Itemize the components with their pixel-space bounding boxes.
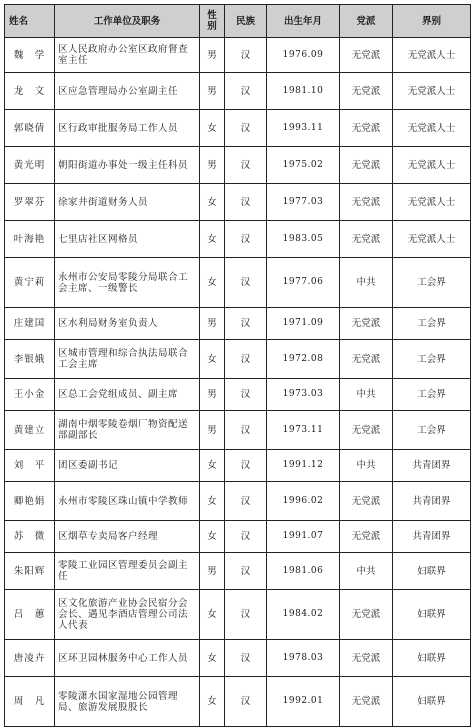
- cell-party: 无党派: [340, 110, 393, 147]
- cell-name: 罗翠芬: [5, 184, 55, 221]
- table-row: [5, 308, 471, 340]
- cell-sex: 男: [200, 147, 225, 184]
- cell-sector: 共青团界: [393, 521, 471, 553]
- cell-sex: 女: [200, 258, 225, 308]
- cell-sector: 妇联界: [393, 640, 471, 677]
- cell-sex: 女: [200, 184, 225, 221]
- cell-sector: 无党派人士: [393, 110, 471, 147]
- cell-party: 无党派: [340, 308, 393, 340]
- table-row: [5, 411, 471, 450]
- cell-sex: 男: [200, 38, 225, 73]
- cell-unit: 区总工会党组成员、副主席: [55, 379, 200, 411]
- cell-birth: 1977.06: [267, 258, 340, 308]
- table-row: [5, 521, 471, 553]
- cell-sex: 女: [200, 590, 225, 640]
- cell-birth: 1981.10: [267, 73, 340, 110]
- cell-unit: 区水利局财务室负责人: [55, 308, 200, 340]
- cell-sector: 工会界: [393, 340, 471, 379]
- cell-ethnicity: 汉: [225, 450, 267, 482]
- cell-name: 黄建立: [5, 411, 55, 450]
- cell-name: 叶海艳: [5, 221, 55, 258]
- cell-birth: 1972.08: [267, 340, 340, 379]
- header-birth: 出生年月: [267, 5, 340, 38]
- cell-sex: 男: [200, 379, 225, 411]
- cell-party: 无党派: [340, 677, 393, 727]
- cell-name: 黄宁莉: [5, 258, 55, 308]
- cell-birth: 1991.12: [267, 450, 340, 482]
- cell-unit: 区烟草专卖局客户经理: [55, 521, 200, 553]
- cell-sector: 工会界: [393, 411, 471, 450]
- cell-unit: 永州市公安局零陵分局联合工会主席、一级警长: [55, 258, 200, 308]
- cell-ethnicity: 汉: [225, 521, 267, 553]
- cell-party: 无党派: [340, 590, 393, 640]
- cell-ethnicity: 汉: [225, 147, 267, 184]
- cell-sector: 无党派人士: [393, 73, 471, 110]
- cell-party: 无党派: [340, 340, 393, 379]
- cell-ethnicity: 汉: [225, 553, 267, 590]
- cell-ethnicity: 汉: [225, 411, 267, 450]
- cell-birth: 1973.03: [267, 379, 340, 411]
- cell-sex: 女: [200, 450, 225, 482]
- table-row: [5, 258, 471, 308]
- cell-party: 无党派: [340, 184, 393, 221]
- cell-unit: 零陵潇水国家湿地公园管理局、旅游发展股股长: [55, 677, 200, 727]
- cell-name: 黄光明: [5, 147, 55, 184]
- cell-sector: 工会界: [393, 379, 471, 411]
- cell-name: 李银娥: [5, 340, 55, 379]
- cell-sector: 妇联界: [393, 677, 471, 727]
- cell-unit: 朝阳街道办事处一级主任科员: [55, 147, 200, 184]
- table-row: [5, 340, 471, 379]
- header-sex: [200, 5, 225, 38]
- cell-birth: 1977.03: [267, 184, 340, 221]
- cell-unit: 区文化旅游产业协会民宿分会会长、遇见李酒店管理公司法人代表: [55, 590, 200, 640]
- cell-unit: 区应急管理局办公室副主任: [55, 73, 200, 110]
- table-row: [5, 221, 471, 258]
- cell-sex: 女: [200, 110, 225, 147]
- cell-unit: 区环卫园林服务中心工作人员: [55, 640, 200, 677]
- cell-sex: 女: [200, 677, 225, 727]
- cell-party: 无党派: [340, 640, 393, 677]
- cell-sex: 男: [200, 73, 225, 110]
- cell-birth: 1996.02: [267, 482, 340, 521]
- cell-name: 龙 文: [5, 73, 55, 110]
- cell-unit: 团区委副书记: [55, 450, 200, 482]
- cell-birth: 1992.01: [267, 677, 340, 727]
- cell-sex: 男: [200, 553, 225, 590]
- cell-birth: 1984.02: [267, 590, 340, 640]
- cell-name: 唐凌卉: [5, 640, 55, 677]
- cell-party: 中共: [340, 450, 393, 482]
- cell-name: 卿艳娟: [5, 482, 55, 521]
- cell-birth: 1993.11: [267, 110, 340, 147]
- cell-unit: 徐家井街道财务人员: [55, 184, 200, 221]
- cell-unit: 区行政审批服务局工作人员: [55, 110, 200, 147]
- cell-sector: 共青团界: [393, 450, 471, 482]
- cell-birth: 1973.11: [267, 411, 340, 450]
- cell-ethnicity: 汉: [225, 677, 267, 727]
- table-row: [5, 640, 471, 677]
- table-row: [5, 450, 471, 482]
- cell-party: 无党派: [340, 482, 393, 521]
- cell-sector: 妇联界: [393, 553, 471, 590]
- cell-birth: 1976.09: [267, 38, 340, 73]
- cell-sector: 无党派人士: [393, 184, 471, 221]
- cell-unit: 零陵工业园区管理委员会副主任: [55, 553, 200, 590]
- cell-ethnicity: 汉: [225, 221, 267, 258]
- cell-name: 周 凡: [5, 677, 55, 727]
- cell-sex: 女: [200, 640, 225, 677]
- cell-ethnicity: 汉: [225, 38, 267, 73]
- header-unit: 工作单位及职务: [55, 5, 200, 38]
- cell-birth: 1975.02: [267, 147, 340, 184]
- cell-birth: 1983.05: [267, 221, 340, 258]
- table-row: [5, 147, 471, 184]
- cell-ethnicity: 汉: [225, 184, 267, 221]
- table-row: [5, 110, 471, 147]
- header-name: 姓名: [5, 5, 55, 38]
- cell-ethnicity: 汉: [225, 73, 267, 110]
- cell-sex: 女: [200, 521, 225, 553]
- table-row: [5, 379, 471, 411]
- cell-ethnicity: 汉: [225, 258, 267, 308]
- table-row: [5, 73, 471, 110]
- cell-ethnicity: 汉: [225, 482, 267, 521]
- cell-name: 庄建国: [5, 308, 55, 340]
- cell-party: 无党派: [340, 73, 393, 110]
- cell-unit: 区城市管理和综合执法局联合工会主席: [55, 340, 200, 379]
- cell-sector: 无党派人士: [393, 221, 471, 258]
- cell-birth: 1978.03: [267, 640, 340, 677]
- table-row: [5, 184, 471, 221]
- cell-unit: 区人民政府办公室区政府督查室主任: [55, 38, 200, 73]
- cell-sex: 男: [200, 411, 225, 450]
- cell-sector: 妇联界: [393, 590, 471, 640]
- member-table: [4, 4, 471, 727]
- cell-party: 中共: [340, 258, 393, 308]
- table-header-row: [5, 5, 471, 38]
- cell-name: 刘 平: [5, 450, 55, 482]
- cell-sex: 男: [200, 308, 225, 340]
- cell-ethnicity: 汉: [225, 379, 267, 411]
- header-ethnicity: 民族: [225, 5, 267, 38]
- cell-sex: 女: [200, 482, 225, 521]
- cell-name: 朱阳辉: [5, 553, 55, 590]
- cell-name: 魏 学: [5, 38, 55, 73]
- cell-sex: 女: [200, 221, 225, 258]
- table-row: [5, 553, 471, 590]
- cell-sector: 无党派人士: [393, 38, 471, 73]
- cell-birth: 1981.06: [267, 553, 340, 590]
- cell-unit: 七里店社区网格员: [55, 221, 200, 258]
- header-party: 党派: [340, 5, 393, 38]
- cell-party: 无党派: [340, 411, 393, 450]
- cell-party: 无党派: [340, 521, 393, 553]
- cell-sector: 工会界: [393, 258, 471, 308]
- header-sex-label: 性别: [207, 10, 217, 32]
- cell-ethnicity: 汉: [225, 640, 267, 677]
- cell-ethnicity: 汉: [225, 110, 267, 147]
- cell-name: 郭晓倩: [5, 110, 55, 147]
- cell-ethnicity: 汉: [225, 308, 267, 340]
- cell-birth: 1991.07: [267, 521, 340, 553]
- cell-name: 王小金: [5, 379, 55, 411]
- cell-unit: 湖南中烟零陵卷烟厂物资配送部副部长: [55, 411, 200, 450]
- cell-name: 吕 蕙: [5, 590, 55, 640]
- cell-party: 无党派: [340, 147, 393, 184]
- cell-sector: 共青团界: [393, 482, 471, 521]
- table-row: [5, 38, 471, 73]
- cell-ethnicity: 汉: [225, 340, 267, 379]
- cell-party: 无党派: [340, 221, 393, 258]
- cell-sector: 无党派人士: [393, 147, 471, 184]
- cell-birth: 1971.09: [267, 308, 340, 340]
- table-row: [5, 677, 471, 727]
- cell-ethnicity: 汉: [225, 590, 267, 640]
- cell-name: 苏 微: [5, 521, 55, 553]
- cell-sector: 工会界: [393, 308, 471, 340]
- cell-party: 无党派: [340, 38, 393, 73]
- cell-party: 中共: [340, 553, 393, 590]
- header-sector: 界别: [393, 5, 471, 38]
- cell-sex: 女: [200, 340, 225, 379]
- table-row: [5, 590, 471, 640]
- cell-unit: 永州市零陵区珠山镇中学教师: [55, 482, 200, 521]
- table-row: [5, 482, 471, 521]
- cell-party: 中共: [340, 379, 393, 411]
